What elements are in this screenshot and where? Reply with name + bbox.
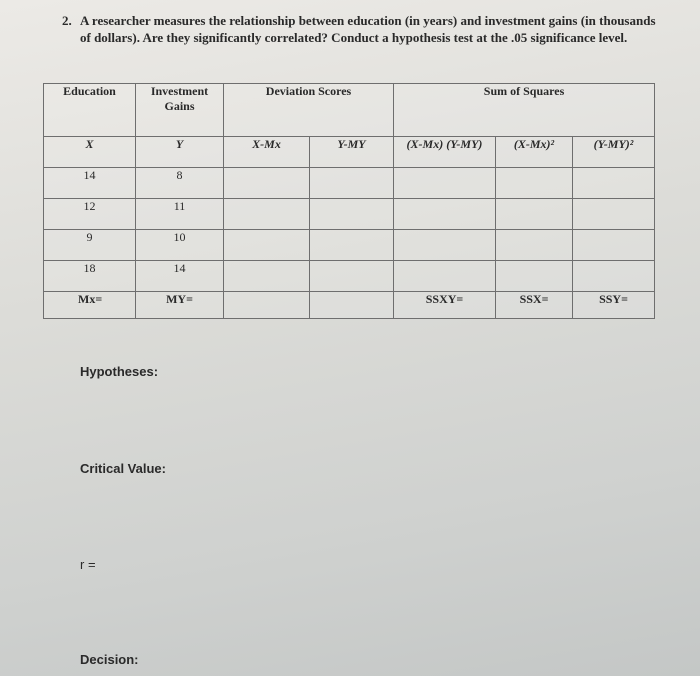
subheader-x: X bbox=[44, 137, 136, 168]
totals-row bbox=[44, 292, 655, 319]
cell-blank[interactable] bbox=[496, 230, 573, 261]
cell-blank[interactable] bbox=[394, 168, 496, 199]
header-sum-squares: Sum of Squares bbox=[394, 84, 655, 137]
subheader-y-dev: Y-MY bbox=[310, 137, 394, 168]
cell-blank[interactable] bbox=[310, 199, 394, 230]
cell-blank[interactable] bbox=[573, 230, 655, 261]
r-label: r = bbox=[80, 557, 96, 572]
hypotheses-label: Hypotheses: bbox=[80, 364, 159, 379]
subheader-xy-product: (X-Mx) (Y-MY) bbox=[394, 137, 496, 168]
cell-blank[interactable] bbox=[310, 261, 394, 292]
table-row bbox=[44, 261, 655, 292]
subheader-y: Y bbox=[136, 137, 224, 168]
cell-blank[interactable] bbox=[573, 199, 655, 230]
critical-value-label: Critical Value: bbox=[80, 461, 166, 476]
ss-xy: SSXY= bbox=[394, 292, 496, 319]
cell-blank[interactable] bbox=[310, 168, 394, 199]
cell-y: 10 bbox=[136, 230, 224, 261]
cell-x: 12 bbox=[44, 199, 136, 230]
cell-blank[interactable] bbox=[496, 168, 573, 199]
cell-blank[interactable] bbox=[573, 168, 655, 199]
cell-blank[interactable] bbox=[496, 199, 573, 230]
problem-number: 2. bbox=[62, 13, 72, 28]
decision-label: Decision: bbox=[80, 652, 139, 667]
correlation-table bbox=[43, 83, 655, 319]
cell-blank bbox=[224, 292, 310, 319]
cell-blank[interactable] bbox=[394, 230, 496, 261]
cell-y: 11 bbox=[136, 199, 224, 230]
table-row bbox=[44, 199, 655, 230]
header-investment: Investment Gains bbox=[136, 84, 224, 137]
cell-blank[interactable] bbox=[224, 199, 310, 230]
subheader-x-squared: (X-Mx)² bbox=[496, 137, 573, 168]
cell-x: 18 bbox=[44, 261, 136, 292]
subheader-x-dev: X-Mx bbox=[224, 137, 310, 168]
cell-y: 8 bbox=[136, 168, 224, 199]
cell-x: 9 bbox=[44, 230, 136, 261]
cell-blank[interactable] bbox=[394, 261, 496, 292]
cell-blank[interactable] bbox=[496, 261, 573, 292]
problem-line-2: of dollars). Are they significantly correlated? Conduct a hypothesis test at the .05 significance level. bbox=[80, 30, 628, 45]
header-row bbox=[44, 84, 655, 137]
ss-y: SSY= bbox=[573, 292, 655, 319]
cell-blank[interactable] bbox=[224, 230, 310, 261]
ss-x: SSX= bbox=[496, 292, 573, 319]
problem-line-1: A researcher measures the relationship between education (in years) and investment gains (in thousands bbox=[80, 13, 656, 28]
cell-y: 14 bbox=[136, 261, 224, 292]
problem-statement bbox=[62, 12, 662, 46]
cell-blank[interactable] bbox=[224, 168, 310, 199]
mean-y: MY= bbox=[136, 292, 224, 319]
subheader-row bbox=[44, 137, 655, 168]
cell-blank[interactable] bbox=[573, 261, 655, 292]
header-deviation: Deviation Scores bbox=[224, 84, 394, 137]
cell-blank bbox=[310, 292, 394, 319]
header-education: Education bbox=[44, 84, 136, 137]
subheader-y-squared: (Y-MY)² bbox=[573, 137, 655, 168]
cell-blank[interactable] bbox=[224, 261, 310, 292]
table-row bbox=[44, 168, 655, 199]
mean-x: Mx= bbox=[44, 292, 136, 319]
cell-blank[interactable] bbox=[394, 199, 496, 230]
table-row bbox=[44, 230, 655, 261]
cell-x: 14 bbox=[44, 168, 136, 199]
cell-blank[interactable] bbox=[310, 230, 394, 261]
